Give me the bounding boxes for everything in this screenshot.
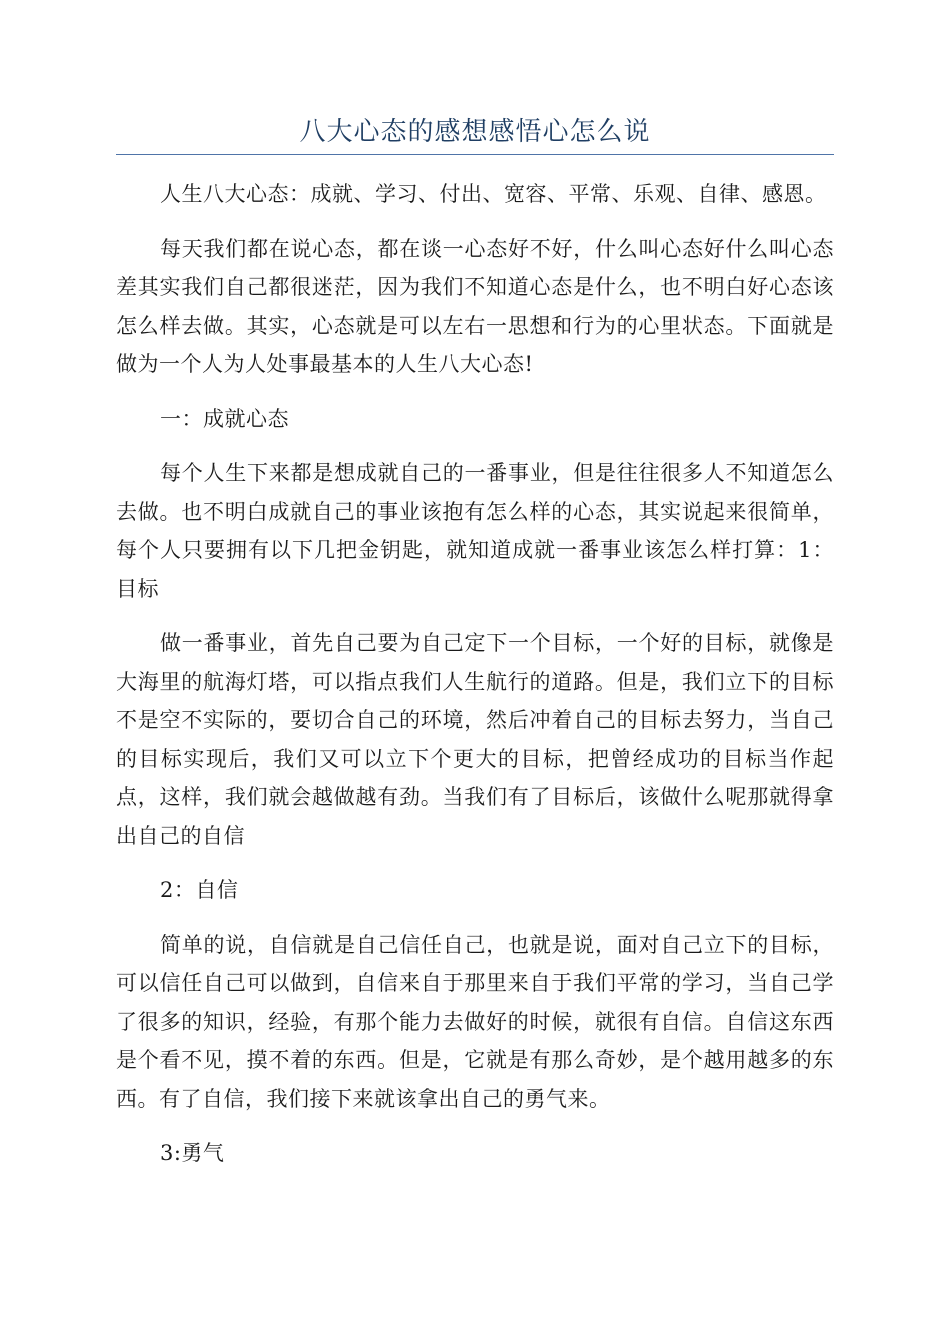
document-body [116, 175, 834, 1189]
document-title: 八大心态的感想感悟心怎么说 [299, 117, 651, 147]
section-heading-achievement: 一：成就心态 [160, 406, 289, 431]
paragraph-confidence: 简单的说，自信就是自己信任自己，也就是说，面对自己立下的目标，可以信任自己可以做到，自信来自于那里来自于我们平常的学习，当自己学了很多的知识，经验，有那个能力去做好的时候，就很有自信。自信这东西是个看不见，摸不着的东西。但是，它就是有那么奇妙，是个越用越多的东西。有了自信，我们接下来就该拿出自己的勇气来。 [116, 932, 834, 1111]
section-heading-confidence: 2：自信 [160, 878, 239, 902]
section-heading-courage: 3:勇气 [160, 1141, 225, 1165]
paragraph-mindset-explanation: 每天我们都在说心态，都在谈一心态好不好，什么叫心态好什么叫心态差其实我们自己都很迷茫，因为我们不知道心态是什么，也不明白好心态该怎么样去做。其实，心态就是可以左右一思想和行为的心里状态。下面就是做为一个人为人处事最基本的人生八大心态! [116, 236, 834, 376]
paragraph-goal: 做一番事业，首先自己要为自己定下一个目标，一个好的目标，就像是大海里的航海灯塔，可以指点我们人生航行的道路。但是，我们立下的目标不是空不实际的，要切合自己的环境，然后冲着自己的目标去努力，当自己的目标实现后，我们又可以立下个更大的目标，把曾经成功的目标当作起点，这样，我们就会越做越有劲。当我们有了目标后，该做什么呢那就得拿出自己的自信 [116, 631, 834, 848]
paragraph-achievement: 每个人生下来都是想成就自己的一番事业，但是往往很多人不知道怎么去做。也不明白成就自己的事业该抱有怎么样的心态，其实说起来很简单，每个人只要拥有以下几把金钥匙，就知道成就一番事业该怎么样打算：1：目标 [116, 461, 834, 601]
title-underline [116, 154, 834, 155]
paragraph-intro: 人生八大心态：成就、学习、付出、宽容、平常、乐观、自律、感恩。 [160, 182, 827, 206]
